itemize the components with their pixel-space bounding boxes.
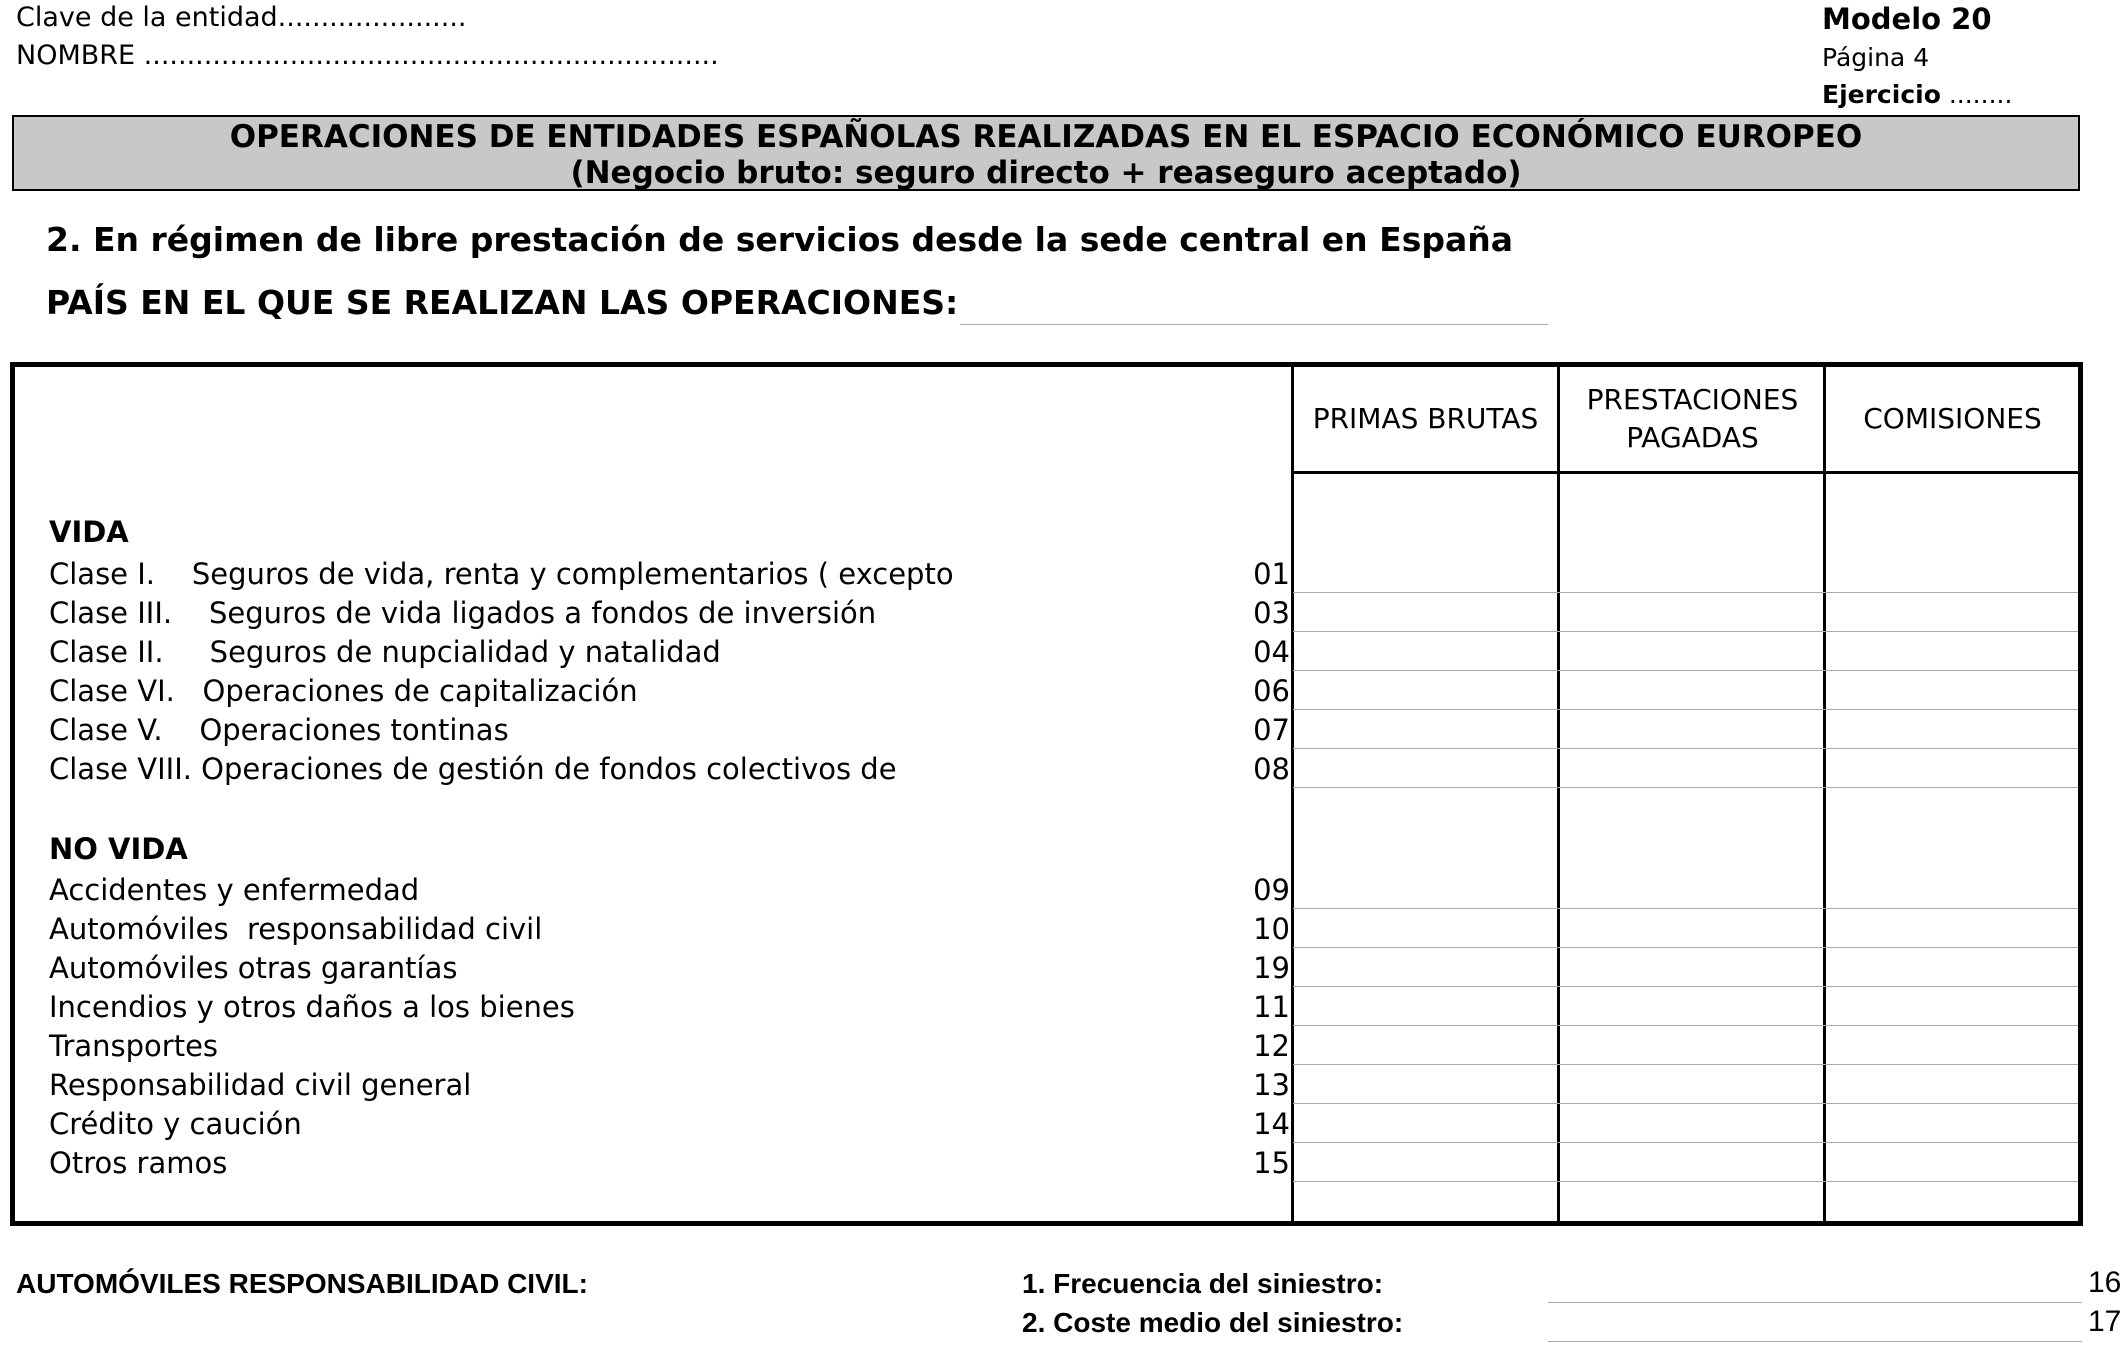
pais-input[interactable] — [960, 286, 1548, 322]
row-line — [1293, 787, 2078, 788]
row-line — [1293, 1181, 2078, 1182]
row-code: 01 — [1253, 557, 1290, 591]
row-line — [1293, 947, 2078, 948]
row-code: 11 — [1253, 990, 1290, 1024]
row-label: Clase VI. Operaciones de capitalización — [49, 674, 638, 708]
row-line — [1293, 631, 2078, 632]
row-line — [1293, 1103, 2078, 1104]
nombre-entidad: NOMBRE ................................................................... — [16, 40, 719, 71]
banner-title: OPERACIONES DE ENTIDADES ESPAÑOLAS REALIZADAS EN EL ESPACIO ECONÓMICO EUROPEO — [229, 119, 1863, 155]
coste-code: 17 — [2088, 1305, 2122, 1338]
row-code: 10 — [1253, 912, 1290, 946]
row-line — [1293, 1025, 2078, 1026]
row-label: Crédito y caución — [49, 1107, 302, 1141]
row-label: Clase VIII. Operaciones de gestión de fondos colectivos de — [49, 752, 897, 786]
coste-underline — [1548, 1341, 2082, 1342]
row-code: 12 — [1253, 1029, 1290, 1063]
row-line — [1293, 748, 2078, 749]
row-code: 15 — [1253, 1146, 1290, 1180]
pagina-label: Página 4 — [1822, 43, 1930, 72]
row-code: 04 — [1253, 635, 1290, 669]
row-label: Automóviles otras garantías — [49, 951, 458, 985]
pais-underline — [960, 324, 1548, 325]
footer-title: AUTOMÓVILES RESPONSABILIDAD CIVIL: — [16, 1268, 588, 1299]
title-banner — [12, 115, 2080, 191]
row-line — [1293, 1064, 2078, 1065]
header-separator — [1293, 471, 2078, 474]
ejercicio-field — [1822, 80, 2012, 109]
row-label: Automóviles responsabilidad civil — [49, 912, 543, 946]
row-code: 06 — [1253, 674, 1290, 708]
row-label: Otros ramos — [49, 1146, 228, 1180]
row-code: 09 — [1253, 873, 1290, 907]
group-title-vida: VIDA — [49, 515, 129, 549]
group-title-no-vida: NO VIDA — [49, 832, 188, 866]
coste-input[interactable] — [1548, 1303, 2082, 1339]
row-code: 03 — [1253, 596, 1290, 630]
col-separator — [1823, 367, 1826, 1221]
col-header-primas: PRIMAS BRUTAS — [1312, 402, 1539, 435]
col-header-prestaciones: PRESTACIONES PAGADAS — [1586, 383, 1799, 454]
pais-label: PAÍS EN EL QUE SE REALIZAN LAS OPERACIONES: — [46, 283, 959, 322]
row-label: Clase I. Seguros de vida, renta y complementarios ( excepto — [49, 557, 954, 591]
row-code: 14 — [1253, 1107, 1290, 1141]
ejercicio-dots: ........ — [1948, 80, 2013, 109]
row-label: Responsabilidad civil general — [49, 1068, 472, 1102]
banner-subtitle: (Negocio bruto: seguro directo + reaseguro aceptado) — [570, 155, 1522, 191]
row-line — [1293, 986, 2078, 987]
modelo-label: Modelo 20 — [1822, 2, 1992, 36]
operations-table — [10, 362, 2083, 1226]
row-line — [1293, 908, 2078, 909]
row-code: 08 — [1253, 752, 1290, 786]
frecuencia-code: 16 — [2088, 1266, 2122, 1299]
row-label: Incendios y otros daños a los bienes — [49, 990, 575, 1024]
col-header-comisiones: COMISIONES — [1863, 402, 2042, 435]
frecuencia-input[interactable] — [1548, 1264, 2082, 1300]
col-separator — [1557, 367, 1560, 1221]
row-label: Clase II. Seguros de nupcialidad y natalidad — [49, 635, 721, 669]
clave-entidad: Clave de la entidad...................... — [16, 2, 467, 33]
row-code: 13 — [1253, 1068, 1290, 1102]
row-line — [1293, 670, 2078, 671]
row-code: 19 — [1253, 951, 1290, 985]
row-code: 07 — [1253, 713, 1290, 747]
row-label: Transportes — [49, 1029, 219, 1063]
coste-label: 2. Coste medio del siniestro: — [1022, 1307, 1404, 1338]
col-separator — [1291, 367, 1294, 1221]
row-label: Accidentes y enfermedad — [49, 873, 420, 907]
section-title: 2. En régimen de libre prestación de servicios desde la sede central en España — [46, 220, 1513, 259]
row-line — [1293, 709, 2078, 710]
row-line — [1293, 592, 2078, 593]
row-line — [1293, 1142, 2078, 1143]
frecuencia-label: 1. Frecuencia del siniestro: — [1022, 1268, 1384, 1299]
ejercicio-label: Ejercicio — [1822, 80, 1941, 109]
row-label: Clase V. Operaciones tontinas — [49, 713, 509, 747]
row-label: Clase III. Seguros de vida ligados a fondos de inversión — [49, 596, 877, 630]
